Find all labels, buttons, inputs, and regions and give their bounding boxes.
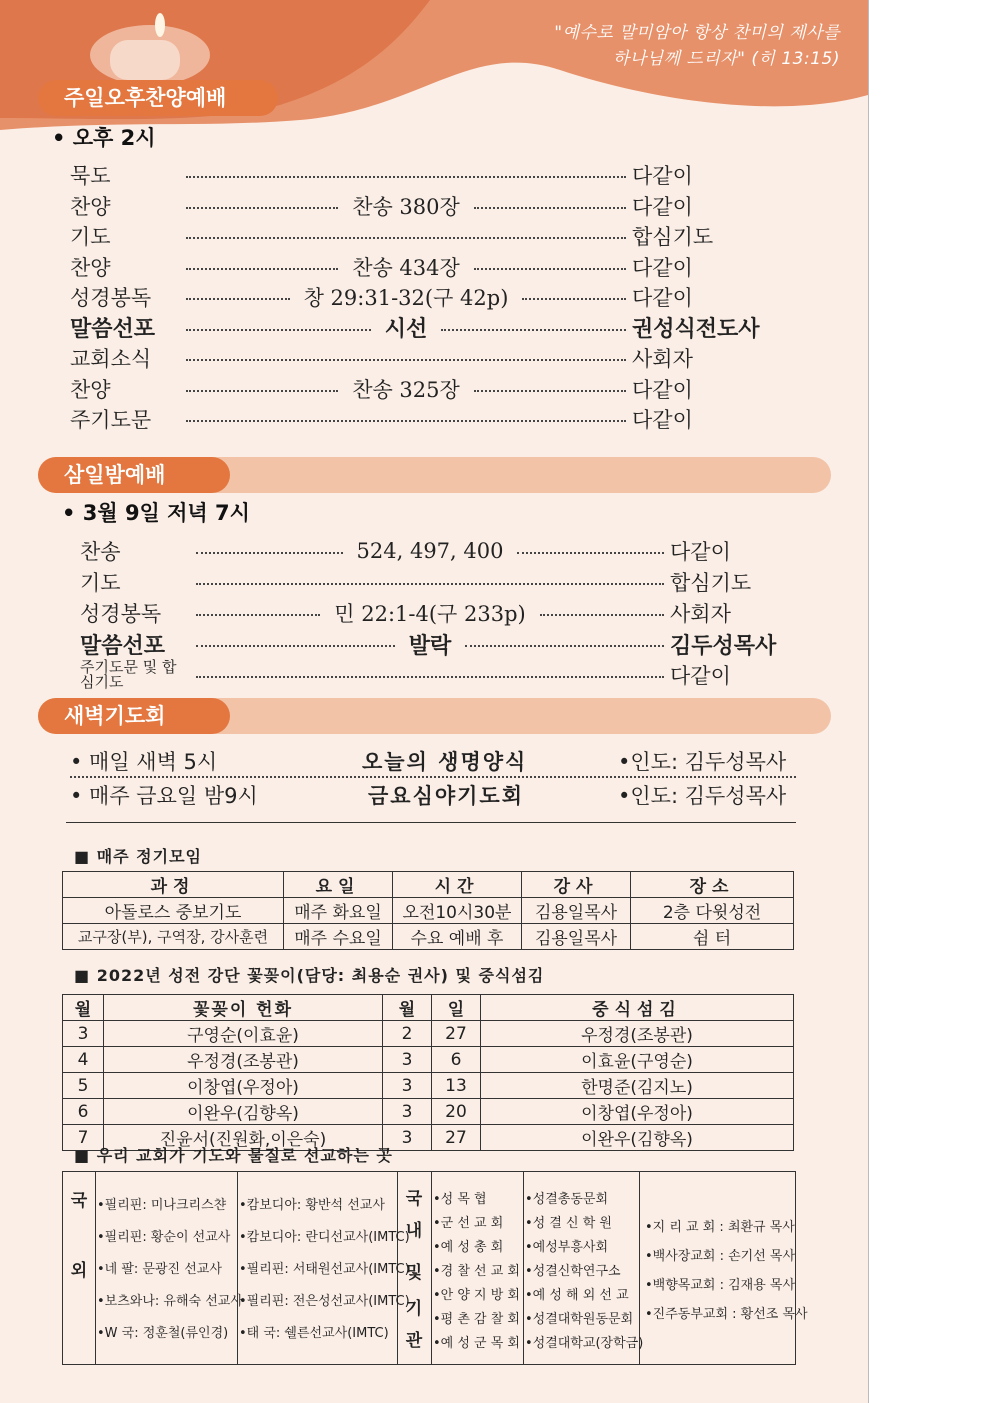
meetings-table: [62, 871, 794, 950]
flowers-cell: 3: [383, 1047, 432, 1073]
meetings-header: 장소: [631, 872, 794, 898]
flowers-cell: 2: [383, 1021, 432, 1047]
leader-dots: [196, 583, 664, 585]
order-content: 민 22:1-4(구 233p): [334, 602, 526, 626]
meetings-cell: 김용일목사: [522, 898, 631, 924]
mission-item: •태 국: 쉘른선교사(IMTC): [239, 1326, 389, 1341]
order-label: 기도: [80, 571, 121, 595]
flowers-cell: 7: [63, 1125, 104, 1151]
order-label: 찬양: [70, 255, 111, 280]
order-person: 다같이: [670, 664, 731, 688]
flowers-cell: 이창엽(우정아): [481, 1099, 794, 1125]
domestic-label-col: [397, 1172, 432, 1364]
leader-dots: [186, 268, 338, 270]
dawn-divider: [70, 776, 796, 778]
abroad-col-2: [237, 1172, 410, 1364]
order-row: [80, 598, 810, 628]
flowers-cell: 우정경(조봉관): [104, 1047, 383, 1073]
mission-item: •W 국: 정훈철(류인경): [97, 1326, 229, 1341]
leader-dots: [186, 298, 290, 300]
table-row: [63, 1073, 794, 1099]
leader-dots: [186, 359, 626, 361]
order-label: 찬송: [80, 540, 121, 564]
dawn-when-2: • 매주 금요일 밤9시: [70, 784, 258, 808]
order-label: 찬양: [70, 194, 111, 219]
mission-item: •성결대학교(장학금): [525, 1336, 644, 1351]
order-content: 발락: [408, 632, 452, 659]
flowers-header: 꽃꽂이 헌화: [104, 995, 383, 1021]
leader-dots: [441, 329, 626, 331]
verse-line-1: "예수로 말미암아 항상 찬미의 제사를: [554, 23, 840, 43]
domestic-label-1: 국: [405, 1189, 423, 1209]
flowers-header: 일: [432, 995, 481, 1021]
mission-item: •안 양 지 방 회: [433, 1288, 520, 1303]
mission-item: •예 성 총 회: [433, 1240, 504, 1255]
mission-item: •캄보디아: 황반석 선교사: [239, 1198, 385, 1213]
order-label: 묵도: [70, 164, 111, 188]
order-person: 다같이: [632, 377, 693, 402]
flowers-header-row: [63, 995, 794, 1021]
mission-item: •백사장교회 : 손기선 목사: [645, 1249, 796, 1264]
table-row: [63, 1021, 794, 1047]
meetings-cell: 아돌로스 중보기도: [63, 898, 284, 924]
mission-item: •예 성 군 목 회: [433, 1336, 520, 1351]
order-content: 창 29:31-32(구 42p): [303, 286, 509, 310]
meetings-cell: 수요 예배 후: [393, 924, 522, 950]
flowers-cell: 3: [383, 1099, 432, 1125]
table-row: [63, 924, 794, 950]
order-row: [80, 660, 810, 690]
flowers-cell: 3: [383, 1073, 432, 1099]
flowers-cell: 13: [432, 1073, 481, 1099]
flowers-cell: 한명준(김지노): [481, 1073, 794, 1099]
flowers-cell: 3: [383, 1125, 432, 1151]
flowers-header: 중식섬김: [481, 995, 794, 1021]
mission-item: •진주동부교회 : 황선조 목사: [645, 1307, 808, 1322]
order-row: [70, 191, 782, 221]
abroad-label-1: 국: [70, 1191, 88, 1211]
churches-col: [639, 1172, 808, 1364]
domestic-label-5: 관: [405, 1331, 423, 1351]
leader-dots: [186, 207, 338, 209]
leader-dots: [196, 552, 343, 554]
order-row: [70, 160, 782, 190]
mission-item: •예 성 해 외 선 교: [525, 1288, 629, 1303]
flowers-cell: 27: [432, 1125, 481, 1151]
meetings-cell: 매주 수요일: [284, 924, 393, 950]
mission-item: •필리핀: 미나크리스챤: [97, 1198, 227, 1213]
dawn-when-1: • 매일 새벽 5시: [70, 750, 218, 774]
leader-dots: [465, 645, 664, 647]
order-content: 찬송 434장: [352, 255, 460, 280]
mission-box: [62, 1171, 808, 1365]
sunday-time: • 오후 2시: [52, 126, 156, 150]
leader-dots: [522, 298, 626, 300]
sunday-service-tab: 주일오후찬양예배: [38, 80, 278, 116]
meetings-header: 시간: [393, 872, 522, 898]
meetings-cell: 매주 화요일: [284, 898, 393, 924]
order-content: 524, 497, 400: [356, 539, 504, 563]
order-label: 찬양: [70, 377, 111, 402]
meetings-header: 강사: [522, 872, 631, 898]
order-row: [70, 282, 782, 312]
order-content: 시선: [384, 316, 428, 342]
order-label: 주기도문: [70, 408, 152, 432]
table-row: [63, 1047, 794, 1073]
domestic-label-3: 및: [405, 1263, 423, 1283]
mission-title: ■ 우리 교회가 기도와 물질로 선교하는 곳: [74, 1146, 393, 1165]
dawn-what-2: 금요심야기도회: [368, 784, 525, 808]
meetings-cell: 쉼 터: [631, 924, 794, 950]
wednesday-service-tab: 삼일밤예배: [38, 457, 230, 493]
leader-dots: [186, 329, 371, 331]
mission-item: •성 목 협: [433, 1192, 487, 1207]
mission-item: •필리핀: 전은성선교사(IMTC): [239, 1294, 410, 1309]
leader-dots: [474, 268, 626, 270]
abroad-col-1: [95, 1172, 243, 1364]
order-person: 김두성목사: [670, 632, 777, 659]
mission-item: •성 결 신 학 원: [525, 1216, 612, 1231]
meetings-header-row: [63, 872, 794, 898]
flowers-cell: 3: [63, 1021, 104, 1047]
flowers-cell: 진윤서(진원화,이은숙): [104, 1125, 383, 1151]
order-person: 다같이: [632, 286, 693, 310]
order-label: 말씀선포: [70, 316, 156, 342]
wednesday-time: • 3월 9일 저녁 7시: [62, 501, 250, 525]
order-person: 사회자: [670, 602, 731, 626]
meetings-header: 요일: [284, 872, 393, 898]
leader-dots: [186, 420, 626, 422]
flowers-cell: 6: [63, 1099, 104, 1125]
meetings-cell: 2층 다윗성전: [631, 898, 794, 924]
mission-item: •성결대학원동문회: [525, 1312, 634, 1327]
scripture-verse: [520, 20, 840, 72]
domestic-col-1: [431, 1172, 524, 1364]
order-label: 기도: [70, 225, 111, 249]
meetings-cell: 오전10시30분: [393, 898, 522, 924]
order-label: 말씀선포: [80, 632, 166, 659]
order-row: [80, 629, 810, 659]
leader-dots: [474, 207, 626, 209]
mission-item: •필리핀: 황순이 선교사: [97, 1230, 231, 1245]
mission-item: •예성부흥사회: [525, 1240, 609, 1255]
verse-line-2: 하나님께 드리자" (히 13:15): [612, 49, 840, 69]
dawn-lead-1: •인도: 김두성목사: [618, 750, 787, 774]
flowers-cell: 이완우(김향옥): [104, 1099, 383, 1125]
leader-dots: [540, 614, 664, 616]
leader-dots: [517, 552, 664, 554]
table-row: [63, 898, 794, 924]
domestic-label-4: 기: [405, 1299, 423, 1319]
order-row: [70, 404, 782, 434]
table-row: [63, 1099, 794, 1125]
abroad-label-2: 외: [70, 1261, 88, 1281]
section-divider: [66, 822, 796, 823]
mission-item: •성결신학연구소: [525, 1264, 621, 1279]
order-label: 성경봉독: [80, 602, 162, 626]
order-row: [80, 567, 810, 597]
mission-item: •군 선 교 회: [433, 1216, 504, 1231]
order-row: [70, 343, 782, 373]
order-label: 주기도문 및 합심기도: [80, 658, 177, 691]
flowers-cell: 이완우(김향옥): [481, 1125, 794, 1151]
mission-item: •캄보디아: 란디선교사(IMTC): [239, 1230, 410, 1245]
order-label: 교회소식: [70, 347, 152, 371]
flowers-cell: 4: [63, 1047, 104, 1073]
order-row: [70, 221, 782, 251]
mission-item: •백향목교회 : 김재용 목사: [645, 1278, 796, 1293]
meetings-cell: 김용일목사: [522, 924, 631, 950]
order-person: 다같이: [632, 164, 693, 188]
order-person: 다같이: [632, 194, 693, 219]
order-row: [70, 374, 782, 404]
mission-item: •보츠와나: 유해숙 선교사: [97, 1294, 243, 1309]
mission-item: •필리핀: 서태원선교사(IMTC): [239, 1262, 410, 1277]
leader-dots: [186, 390, 338, 392]
order-label: 성경봉독: [70, 286, 152, 310]
flowers-cell: 5: [63, 1073, 104, 1099]
flowers-cell: 6: [432, 1047, 481, 1073]
flowers-cell: 우정경(조봉관): [481, 1021, 794, 1047]
leader-dots: [186, 237, 626, 239]
dawn-what-1: 오늘의 생명양식: [362, 750, 528, 774]
order-row: [80, 536, 810, 566]
order-person: 권성식전도사: [632, 316, 760, 342]
flowers-cell: 20: [432, 1099, 481, 1125]
leader-dots: [186, 176, 626, 178]
order-content: 찬송 380장: [352, 194, 460, 219]
leader-dots: [196, 614, 320, 616]
order-person: 다같이: [670, 540, 731, 564]
mission-item: •지 리 교 회 : 최환규 목사: [645, 1220, 795, 1235]
mission-item: •네 팔: 문광진 선교사: [97, 1262, 222, 1277]
flowers-title: ■ 2022년 성전 강단 꽃꽂이(담당: 최용순 권사) 및 중식섬김: [74, 966, 545, 985]
order-person: 사회자: [632, 347, 693, 371]
meetings-header: 과정: [63, 872, 284, 898]
mission-item: •평 촌 감 찰 회: [433, 1312, 520, 1327]
leader-dots: [474, 390, 626, 392]
flowers-table: [62, 994, 794, 1151]
flowers-header: 월: [383, 995, 432, 1021]
order-row: [70, 252, 782, 282]
leader-dots: [196, 645, 395, 647]
flowers-cell: 27: [432, 1021, 481, 1047]
page-margin: [869, 0, 992, 1403]
domestic-col-2: [523, 1172, 644, 1364]
mission-item: •경 찰 선 교 회: [433, 1264, 520, 1279]
dawn-lead-2: •인도: 김두성목사: [618, 784, 787, 808]
order-person: 합심기도: [632, 225, 714, 249]
dawn-prayer-tab: 새벽기도회: [38, 698, 230, 734]
flowers-cell: 이효윤(구영순): [481, 1047, 794, 1073]
mission-item: •성결총동문회: [525, 1192, 609, 1207]
order-row: [70, 313, 782, 343]
order-content: 찬송 325장: [352, 377, 460, 402]
meetings-cell: 교구장(부), 구역장, 강사훈련: [63, 924, 284, 950]
leader-dots: [196, 676, 664, 678]
order-person: 다같이: [632, 255, 693, 280]
abroad-label-col: [63, 1172, 96, 1364]
domestic-label-2: 내: [405, 1221, 423, 1241]
order-person: 다같이: [632, 408, 693, 432]
meetings-title: ■ 매주 정기모임: [74, 847, 202, 866]
flowers-cell: 이창엽(우정아): [104, 1073, 383, 1099]
order-person: 합심기도: [670, 571, 752, 595]
flowers-cell: 구영순(이효윤): [104, 1021, 383, 1047]
flowers-header: 월: [63, 995, 104, 1021]
